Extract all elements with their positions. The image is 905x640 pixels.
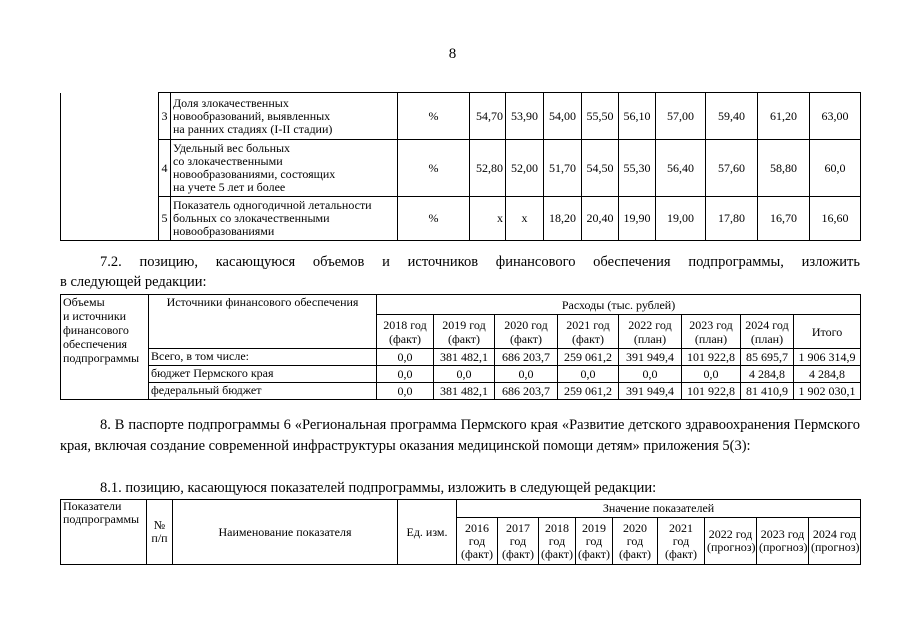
value-cell: 52,80 (470, 140, 506, 197)
value-cell: 56,10 (619, 93, 656, 140)
value-cell: 18,20 (544, 197, 582, 241)
num-header: № п/п (147, 500, 173, 565)
value-cell: 0,0 (558, 366, 619, 383)
paragraph-7-2-line2: в следующей редакции: (60, 274, 207, 290)
paragraph-8-1: 8.1. позицию, касающуюся показателей подпрограммы, изложить в следующей редакции: (100, 480, 657, 496)
financing-row-header: Объемы и источники финансового обеспечения подпрограммы (61, 295, 149, 400)
unit-header: Ед. изм. (398, 500, 457, 565)
column-header: 2017 год (факт) (498, 518, 539, 565)
page-number: 8 (448, 46, 457, 62)
value-cell: 1 902 030,1 (794, 383, 861, 400)
column-header: 2021 год (факт) (658, 518, 705, 565)
unit-cell: % (398, 197, 470, 241)
unit-cell: % (398, 93, 470, 140)
paragraph-7-2-line1: 7.2. позицию, касающуюся объемов и источников финансового обеспечения подпрограммы, изложить (100, 254, 860, 270)
value-cell: 101 922,8 (682, 383, 741, 400)
column-header: 2019 год (факт) (576, 518, 613, 565)
row-number: 3 (159, 93, 171, 140)
value-cell: 16,60 (810, 197, 861, 241)
table-row (61, 383, 861, 400)
value-cell: 19,90 (619, 197, 656, 241)
source-cell: бюджет Пермского края (149, 366, 377, 383)
value-cell: 59,40 (706, 93, 758, 140)
indicator-name: Показатель одногодичной летальности больных со злокачественными новообразованиями (171, 197, 398, 241)
value-cell: 53,90 (506, 93, 544, 140)
column-header: 2023 год (план) (682, 315, 741, 349)
value-cell: 4 284,8 (794, 366, 861, 383)
value-cell: 51,70 (544, 140, 582, 197)
value-cell: 60,0 (810, 140, 861, 197)
value-cell: 259 061,2 (558, 349, 619, 366)
value-cell: 259 061,2 (558, 383, 619, 400)
table-row (61, 140, 861, 197)
indicators-table-continued (60, 92, 861, 241)
value-cell: 55,50 (582, 93, 619, 140)
value-cell: 1 906 314,9 (794, 349, 861, 366)
source-cell: Всего, в том числе: (149, 349, 377, 366)
value-cell: 0,0 (434, 366, 495, 383)
value-cell: 0,0 (377, 383, 434, 400)
column-header: 2021 год (факт) (558, 315, 619, 349)
values-header: Значение показателей (457, 500, 861, 518)
value-cell: 381 482,1 (434, 383, 495, 400)
column-header: 2020 год (факт) (613, 518, 658, 565)
table-row (61, 197, 861, 241)
value-cell: x (506, 197, 544, 241)
value-cell: 57,60 (706, 140, 758, 197)
indicators-row-header: Показатели подпрограммы (61, 500, 147, 565)
value-cell: x (470, 197, 506, 241)
value-cell: 17,80 (706, 197, 758, 241)
value-cell: 101 922,8 (682, 349, 741, 366)
unit-cell: % (398, 140, 470, 197)
value-cell: 57,00 (656, 93, 706, 140)
table-row (61, 366, 861, 383)
sources-header: Источники финансового обеспечения (149, 295, 377, 349)
column-header: 2022 год (план) (619, 315, 682, 349)
value-cell: 55,30 (619, 140, 656, 197)
column-header: 2018 год (факт) (539, 518, 576, 565)
value-cell: 0,0 (495, 366, 558, 383)
value-cell: 85 695,7 (741, 349, 794, 366)
value-cell: 63,00 (810, 93, 861, 140)
financing-table (60, 294, 861, 400)
value-cell: 0,0 (377, 349, 434, 366)
column-header: 2022 год (прогноз) (705, 518, 757, 565)
value-cell: 0,0 (377, 366, 434, 383)
column-header: 2018 год (факт) (377, 315, 434, 349)
column-header: 2020 год (факт) (495, 315, 558, 349)
column-header: 2024 год (план) (741, 315, 794, 349)
table-row (61, 349, 861, 366)
column-header: 2016 год (факт) (457, 518, 498, 565)
indicators-header-table (60, 499, 861, 565)
column-header: 2019 год (факт) (434, 315, 495, 349)
indicator-name: Удельный вес больных со злокачественными новообразованиями, состоящих на учете 5 лет и более (171, 140, 398, 197)
value-cell: 20,40 (582, 197, 619, 241)
value-cell: 381 482,1 (434, 349, 495, 366)
value-cell: 54,00 (544, 93, 582, 140)
value-cell: 16,70 (758, 197, 810, 241)
row-number: 5 (159, 197, 171, 241)
value-cell: 61,20 (758, 93, 810, 140)
value-cell: 54,50 (582, 140, 619, 197)
column-header: Итого (794, 315, 861, 349)
indicator-name: Доля злокачественных новообразований, выявленных на ранних стадиях (I-II стадии) (171, 93, 398, 140)
paragraph-8: 8. В паспорте подпрограммы 6 «Региональная программа Пермского края «Развитие детского здравоохранения Пермского края, включая создание современной инфраструктуры оказания медицинской помощи детям» приложения 5(3): (60, 417, 860, 454)
source-cell: федеральный бюджет (149, 383, 377, 400)
value-cell: 391 949,4 (619, 349, 682, 366)
column-header: 2023 год (прогноз) (757, 518, 809, 565)
value-cell: 52,00 (506, 140, 544, 197)
value-cell: 54,70 (470, 93, 506, 140)
value-cell: 686 203,7 (495, 349, 558, 366)
value-cell: 56,40 (656, 140, 706, 197)
value-cell: 391 949,4 (619, 383, 682, 400)
row-number: 4 (159, 140, 171, 197)
value-cell: 4 284,8 (741, 366, 794, 383)
value-cell: 19,00 (656, 197, 706, 241)
column-header: 2024 год (прогноз) (809, 518, 861, 565)
expenses-header: Расходы (тыс. рублей) (377, 295, 861, 315)
value-cell: 58,80 (758, 140, 810, 197)
name-header: Наименование показателя (173, 500, 398, 565)
value-cell: 81 410,9 (741, 383, 794, 400)
value-cell: 0,0 (682, 366, 741, 383)
value-cell: 686 203,7 (495, 383, 558, 400)
table-row (61, 93, 861, 140)
value-cell: 0,0 (619, 366, 682, 383)
